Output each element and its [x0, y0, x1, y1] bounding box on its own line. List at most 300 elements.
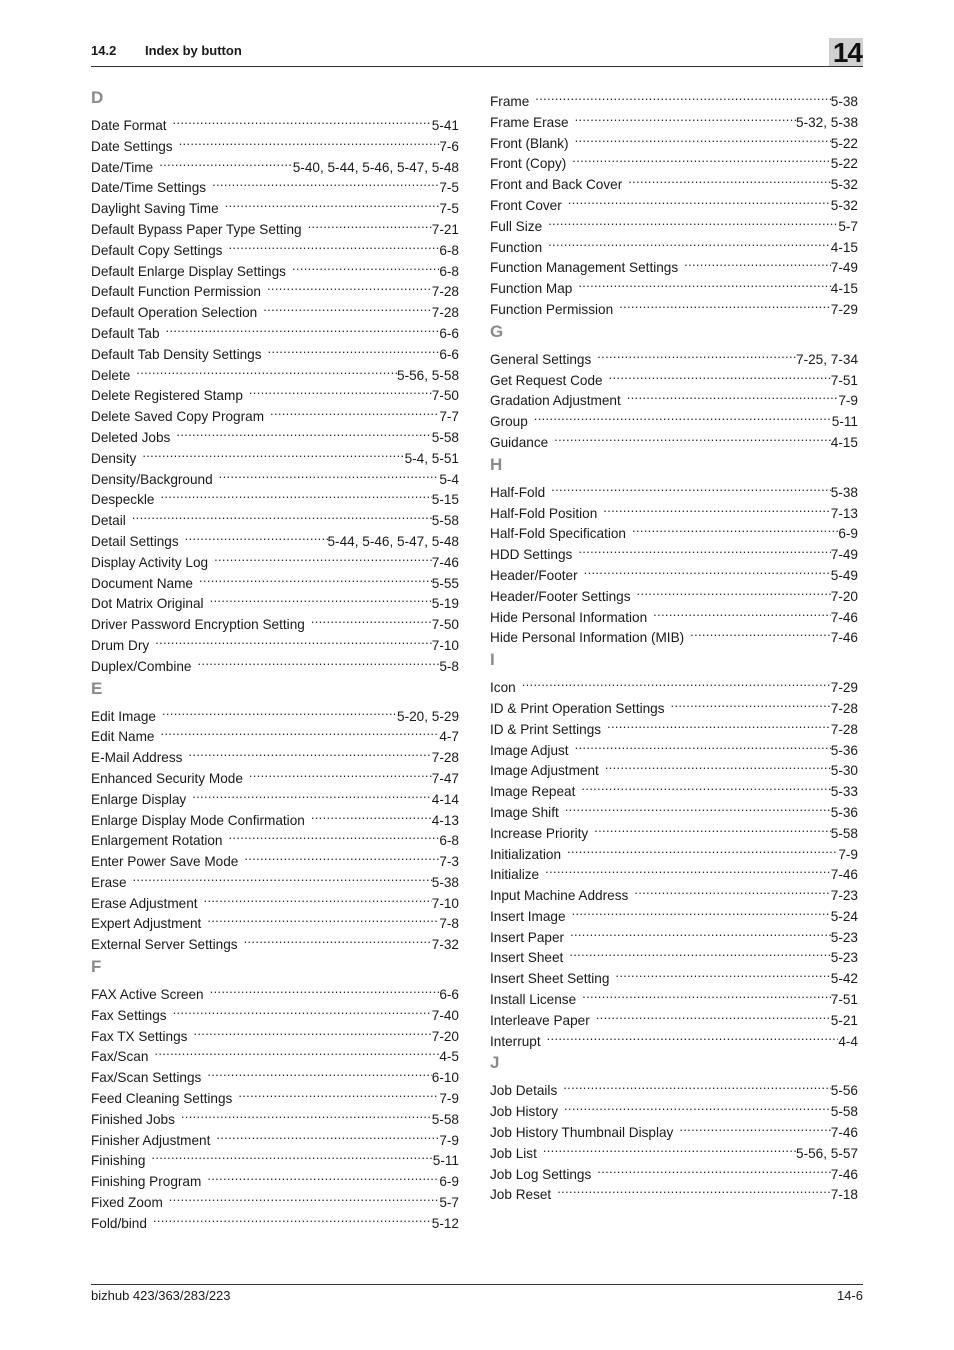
- entry-term: Date Format: [91, 118, 167, 133]
- index-entry: [91, 979, 459, 1003]
- entry-term: Front and Back Cover: [490, 177, 623, 193]
- entry-term: Finished Jobs: [91, 1111, 175, 1127]
- dot-leader: [198, 651, 440, 671]
- entry-page-ref: 7-9: [838, 846, 858, 862]
- entry-term: Group: [490, 414, 528, 430]
- dot-leader: [162, 701, 397, 721]
- dot-leader: [572, 148, 830, 168]
- entry-page-ref: 5-11: [831, 414, 858, 430]
- entry-page-ref: 7-46: [830, 609, 858, 625]
- dot-leader: [684, 252, 831, 272]
- entry-page-ref: 5-4: [439, 471, 459, 487]
- dot-leader: [238, 1083, 439, 1103]
- entry-page-ref: 7-5: [439, 201, 459, 217]
- entry-term: Date/Time Settings: [91, 180, 207, 196]
- section-letter: I: [490, 650, 495, 670]
- entry-page-ref: 7-46: [830, 867, 858, 883]
- dot-leader: [176, 422, 431, 442]
- entry-page-ref: 5-36: [830, 742, 858, 758]
- entry-term: Enlarge Display: [91, 791, 187, 807]
- section-number: 14.2: [91, 43, 117, 58]
- entry-term: Fold/bind: [91, 1215, 147, 1231]
- entry-term: Fixed Zoom: [91, 1195, 163, 1211]
- entry-term: Front Cover: [490, 197, 562, 213]
- dot-leader: [311, 805, 432, 825]
- entry-term: Half-Fold: [490, 484, 546, 500]
- index-entry: [91, 888, 459, 909]
- entry-page-ref: 5-24: [830, 908, 858, 924]
- entry-page-ref: 5-8: [439, 658, 459, 674]
- dot-leader: [554, 427, 831, 447]
- entry-page-ref: 5-38: [431, 874, 459, 890]
- entry-term: ID & Print Operation Settings: [490, 700, 665, 716]
- dot-leader: [185, 526, 328, 546]
- entry-page-ref: 6-8: [439, 242, 459, 258]
- entry-page-ref: 7-50: [431, 617, 459, 633]
- dot-leader: [244, 846, 439, 866]
- entry-term: Input Machine Address: [490, 888, 629, 904]
- dot-leader: [154, 1041, 439, 1061]
- entry-term: Finisher Adjustment: [91, 1132, 211, 1148]
- dot-leader: [563, 1075, 831, 1095]
- entry-page-ref: 5-23: [830, 929, 858, 945]
- dot-leader: [615, 963, 830, 983]
- entry-page-ref: 6-6: [439, 346, 459, 362]
- entry-term: Function Map: [490, 281, 573, 297]
- dot-leader: [132, 505, 432, 525]
- dot-leader: [210, 588, 432, 608]
- entry-page-ref: 7-7: [439, 409, 459, 425]
- entry-page-ref: 6-6: [439, 987, 459, 1003]
- entry-term: Document Name: [91, 575, 193, 591]
- entry-page-ref: 5-22: [830, 135, 858, 151]
- entry-page-ref: 5-11: [432, 1153, 459, 1169]
- entry-page-ref: 7-49: [830, 547, 858, 563]
- entry-page-ref: 7-9: [439, 1091, 459, 1107]
- entry-page-ref: 7-46: [830, 1166, 858, 1182]
- entry-term: Default Enlarge Display Settings: [91, 263, 286, 279]
- dot-leader: [142, 443, 404, 463]
- entry-term: Job Reset: [490, 1187, 552, 1203]
- entry-page-ref: 7-21: [431, 221, 459, 237]
- chapter-number: 14: [832, 37, 862, 68]
- entry-term: Enlarge Display Mode Confirmation: [91, 812, 305, 828]
- entry-page-ref: 7-28: [431, 750, 459, 766]
- section-title: Index by button: [145, 43, 242, 58]
- entry-term: FAX Active Screen: [91, 987, 204, 1003]
- index-entry: [91, 443, 459, 464]
- entry-term: Density/Background: [91, 471, 213, 487]
- entry-page-ref: 7-32: [431, 937, 459, 953]
- entry-term: Half-Fold Specification: [490, 526, 626, 542]
- page-header: [91, 40, 863, 67]
- entry-term: Half-Fold Position: [490, 505, 598, 521]
- dot-leader: [548, 232, 831, 252]
- entry-term: Function Permission: [490, 301, 614, 317]
- entry-page-ref: 5-58: [431, 513, 459, 529]
- index-section: [91, 677, 459, 951]
- dot-leader: [582, 984, 831, 1004]
- entry-term: Insert Paper: [490, 929, 565, 945]
- entry-page-ref: 5-12: [431, 1215, 459, 1231]
- entry-term: Date/Time: [91, 159, 154, 175]
- entry-page-ref: 5-20, 5-29: [397, 708, 459, 724]
- entry-term: Header/Footer Settings: [490, 588, 631, 604]
- dot-leader: [249, 763, 432, 783]
- entry-page-ref: 4-4: [838, 1033, 858, 1049]
- entry-page-ref: 5-56, 5-58: [397, 367, 459, 383]
- entry-term: Default Copy Settings: [91, 242, 223, 258]
- entry-term: Image Shift: [490, 804, 559, 820]
- entry-page-ref: 5-22: [830, 156, 858, 172]
- entry-term: Delete Registered Stamp: [91, 388, 243, 404]
- dot-leader: [545, 859, 831, 879]
- dot-leader: [151, 1145, 432, 1165]
- index-entry: [490, 427, 858, 448]
- entry-term: Delete Saved Copy Program: [91, 409, 265, 425]
- entry-term: Default Bypass Paper Type Setting: [91, 221, 302, 237]
- entry-term: Erase: [91, 874, 127, 890]
- entry-term: Expert Adjustment: [91, 916, 202, 932]
- dot-leader: [572, 901, 831, 921]
- dot-leader: [597, 1159, 831, 1179]
- entry-page-ref: 7-23: [830, 888, 858, 904]
- dot-leader: [534, 406, 832, 426]
- entry-term: Display Activity Log: [91, 554, 209, 570]
- entry-page-ref: 7-13: [830, 505, 858, 521]
- entry-term: Deleted Jobs: [91, 429, 171, 445]
- dot-leader: [543, 1138, 796, 1158]
- dot-leader: [228, 825, 439, 845]
- entry-page-ref: 5-41: [431, 118, 459, 133]
- entry-page-ref: 5-42: [830, 971, 858, 987]
- index-section: [490, 1051, 858, 1203]
- index-entry: [490, 344, 858, 365]
- index-entry: [91, 701, 459, 722]
- index-entry: [91, 526, 459, 547]
- dot-leader: [578, 539, 830, 559]
- entry-page-ref: 5-40, 5-44, 5-46, 5-47, 5-48: [292, 159, 459, 175]
- entry-term: Default Tab Density Settings: [91, 346, 262, 362]
- entry-term: Despeckle: [91, 492, 155, 508]
- entry-term: Frame Erase: [490, 114, 569, 130]
- entry-page-ref: 7-20: [830, 588, 858, 604]
- entry-term: Fax TX Settings: [91, 1028, 188, 1044]
- entry-page-ref: 7-9: [439, 1132, 459, 1148]
- index-entry: [91, 464, 459, 485]
- dot-leader: [603, 498, 830, 518]
- entry-term: Guidance: [490, 434, 549, 450]
- dot-leader: [249, 380, 432, 400]
- entry-page-ref: 4-15: [830, 281, 858, 297]
- dot-leader: [569, 942, 830, 962]
- entry-page-ref: 7-8: [439, 916, 459, 932]
- dot-leader: [575, 107, 796, 127]
- section-letter: G: [490, 321, 504, 341]
- dot-leader: [166, 318, 440, 338]
- entry-term: Erase Adjustment: [91, 895, 198, 911]
- dot-leader: [188, 742, 431, 762]
- section-letter: H: [490, 454, 503, 474]
- dot-leader: [535, 86, 831, 106]
- entry-term: Image Repeat: [490, 784, 576, 800]
- footer-model: bizhub 423/363/283/223: [91, 1288, 231, 1303]
- dot-leader: [627, 385, 839, 405]
- index-entry: [490, 107, 858, 128]
- entry-page-ref: 5-58: [431, 1111, 459, 1127]
- dot-leader: [207, 1062, 431, 1082]
- dot-leader: [609, 365, 831, 385]
- entry-page-ref: 5-30: [830, 763, 858, 779]
- dot-leader: [575, 735, 831, 755]
- dot-leader: [581, 776, 830, 796]
- dot-leader: [634, 880, 830, 900]
- dot-leader: [244, 929, 432, 949]
- entry-term: E-Mail Address: [91, 750, 183, 766]
- dot-leader: [199, 568, 432, 588]
- index-entry: [490, 693, 858, 714]
- page-footer: [91, 1284, 863, 1303]
- entry-page-ref: 5-4, 5-51: [404, 450, 459, 466]
- entry-term: Finishing: [91, 1153, 146, 1169]
- entry-term: Image Adjust: [490, 742, 569, 758]
- entry-term: Insert Sheet: [490, 950, 564, 966]
- entry-term: External Server Settings: [91, 937, 238, 953]
- entry-page-ref: 5-38: [830, 94, 858, 109]
- entry-term: Fax Settings: [91, 1007, 167, 1023]
- entry-page-ref: 5-49: [830, 567, 858, 583]
- entry-term: Duplex/Combine: [91, 658, 192, 674]
- entry-page-ref: 7-3: [439, 854, 459, 870]
- chapter-tab: [829, 38, 863, 66]
- dot-leader: [565, 797, 831, 817]
- entry-page-ref: 7-49: [830, 260, 858, 276]
- dot-leader: [153, 1208, 432, 1228]
- entry-page-ref: 7-51: [830, 992, 858, 1008]
- dot-leader: [594, 818, 831, 838]
- index-entry: [91, 110, 459, 131]
- entry-page-ref: 7-28: [431, 284, 459, 300]
- index-entry: [490, 880, 858, 904]
- entry-term: Feed Cleaning Settings: [91, 1091, 233, 1107]
- entry-page-ref: 6-8: [439, 833, 459, 849]
- entry-page-ref: 4-15: [830, 434, 858, 450]
- index-entry: [490, 1138, 858, 1159]
- dot-leader: [207, 908, 439, 928]
- entry-page-ref: 5-21: [830, 1012, 858, 1028]
- index-section: [91, 955, 459, 1229]
- index-section: [490, 453, 858, 646]
- entry-page-ref: 7-28: [830, 700, 858, 716]
- entry-page-ref: 5-38: [830, 484, 858, 500]
- dot-leader: [679, 1117, 830, 1137]
- index-column-right: [490, 86, 858, 1203]
- dot-leader: [268, 339, 440, 359]
- dot-leader: [653, 602, 831, 622]
- index-section: [490, 648, 858, 1049]
- entry-page-ref: 5-7: [439, 1195, 459, 1211]
- dot-leader: [575, 128, 831, 148]
- footer-page-number: 14-6: [836, 1288, 863, 1303]
- entry-page-ref: 5-44, 5-46, 5-47, 5-48: [327, 533, 459, 549]
- entry-page-ref: 5-32: [830, 177, 858, 193]
- index-entry: [490, 859, 858, 883]
- index-entry: [91, 380, 459, 404]
- dot-leader: [160, 721, 439, 741]
- dot-leader: [219, 464, 440, 484]
- entry-term: Density: [91, 450, 137, 466]
- index-section: [490, 320, 858, 448]
- entry-page-ref: 7-51: [830, 372, 858, 388]
- dot-leader: [181, 1104, 432, 1124]
- dot-leader: [292, 256, 439, 276]
- entry-page-ref: 7-29: [830, 301, 858, 317]
- entry-term: Driver Password Encryption Setting: [91, 617, 305, 633]
- dot-leader: [173, 110, 432, 130]
- entry-term: Get Request Code: [490, 372, 603, 388]
- index-entry: [490, 477, 858, 498]
- section-letter: E: [91, 678, 103, 698]
- entry-page-ref: 6-6: [439, 325, 459, 341]
- entry-term: Default Operation Selection: [91, 305, 258, 321]
- dot-leader: [522, 672, 831, 692]
- entry-page-ref: 7-46: [830, 630, 858, 646]
- section-letter: J: [490, 1053, 500, 1073]
- entry-term: Header/Footer: [490, 567, 578, 583]
- entry-page-ref: 5-58: [431, 429, 459, 445]
- entry-term: Enter Power Save Mode: [91, 854, 239, 870]
- entry-page-ref: 4-13: [431, 812, 459, 828]
- entry-term: Frame: [490, 94, 530, 109]
- entry-term: Full Size: [490, 218, 543, 234]
- entry-term: Drum Dry: [91, 637, 150, 653]
- entry-term: Interleave Paper: [490, 1012, 590, 1028]
- entry-term: Job Details: [490, 1083, 558, 1099]
- index-section: [490, 86, 858, 315]
- entry-term: Daylight Saving Time: [91, 201, 219, 217]
- dot-leader: [578, 273, 830, 293]
- entry-page-ref: 4-15: [830, 239, 858, 255]
- entry-page-ref: 5-32, 5-38: [796, 114, 858, 130]
- entry-page-ref: 7-50: [431, 388, 459, 404]
- entry-term: Job Log Settings: [490, 1166, 592, 1182]
- dot-leader: [567, 839, 838, 859]
- entry-page-ref: 6-8: [439, 263, 459, 279]
- index-entry: [91, 867, 459, 888]
- entry-page-ref: 7-10: [431, 637, 459, 653]
- dot-leader: [225, 193, 440, 213]
- entry-term: Job History: [490, 1104, 558, 1120]
- dot-leader: [192, 784, 432, 804]
- dot-leader: [169, 1187, 440, 1207]
- entry-page-ref: 7-5: [439, 180, 459, 196]
- entry-page-ref: 7-28: [431, 305, 459, 321]
- index-entry: [91, 360, 459, 381]
- dot-leader: [263, 297, 432, 317]
- index-section: [91, 86, 459, 672]
- entry-term: Insert Sheet Setting: [490, 971, 610, 987]
- dot-leader: [160, 484, 431, 504]
- entry-page-ref: 5-15: [431, 492, 459, 508]
- entry-page-ref: 7-6: [439, 138, 459, 154]
- entry-term: Finishing Program: [91, 1174, 202, 1190]
- dot-leader: [193, 1021, 431, 1041]
- entry-page-ref: 7-46: [830, 1125, 858, 1141]
- entry-page-ref: 5-7: [838, 218, 858, 234]
- dot-leader: [155, 630, 432, 650]
- index-entry: [490, 406, 858, 430]
- dot-leader: [214, 547, 432, 567]
- index-entry: [490, 1075, 858, 1099]
- dot-leader: [570, 922, 831, 942]
- index-entry: [490, 672, 858, 696]
- dot-leader: [136, 360, 397, 380]
- entry-page-ref: 5-58: [830, 825, 858, 841]
- index-entry: [490, 1159, 858, 1180]
- index-entry: [91, 505, 459, 529]
- entry-term: Job List: [490, 1145, 537, 1161]
- entry-term: Front (Copy): [490, 156, 567, 172]
- dot-leader: [637, 581, 831, 601]
- dot-leader: [267, 276, 432, 296]
- entry-term: Install License: [490, 992, 577, 1008]
- dot-leader: [671, 693, 831, 713]
- entry-term: Edit Image: [91, 708, 156, 724]
- section-letter: F: [91, 957, 102, 977]
- entry-term: Enlargement Rotation: [91, 833, 223, 849]
- index-column-left: [91, 86, 459, 1229]
- entry-term: Detail Settings: [91, 533, 179, 549]
- entry-term: Default Tab: [91, 325, 160, 341]
- entry-term: Function Management Settings: [490, 260, 679, 276]
- entry-term: Date Settings: [91, 138, 173, 154]
- dot-leader: [607, 714, 831, 734]
- dot-leader: [270, 401, 439, 421]
- entry-term: Image Adjustment: [490, 763, 599, 779]
- entry-term: Gradation Adjustment: [490, 393, 621, 409]
- entry-page-ref: 6-10: [431, 1070, 459, 1086]
- entry-term: Edit Name: [91, 729, 155, 745]
- dot-leader: [597, 344, 796, 364]
- dot-leader: [311, 609, 432, 629]
- entry-term: Dot Matrix Original: [91, 596, 204, 612]
- entry-page-ref: 5-36: [830, 804, 858, 820]
- dot-leader: [557, 1179, 831, 1199]
- entry-term: Increase Priority: [490, 825, 589, 841]
- entry-page-ref: 6-9: [838, 526, 858, 542]
- entry-term: Fax/Scan: [91, 1049, 149, 1065]
- dot-leader: [619, 294, 831, 314]
- dot-leader: [212, 172, 439, 192]
- entry-page-ref: 7-25, 7-34: [796, 351, 858, 367]
- entry-term: Insert Image: [490, 908, 566, 924]
- dot-leader: [133, 867, 432, 887]
- index-entry: [490, 86, 858, 107]
- entry-page-ref: 5-23: [830, 950, 858, 966]
- entry-page-ref: 5-56: [830, 1083, 858, 1099]
- dot-leader: [216, 1125, 439, 1145]
- entry-page-ref: 7-29: [830, 680, 858, 696]
- dot-leader: [628, 169, 831, 189]
- entry-page-ref: 7-18: [830, 1187, 858, 1203]
- dot-leader: [690, 622, 831, 642]
- entry-page-ref: 7-20: [431, 1028, 459, 1044]
- entry-page-ref: 7-10: [431, 895, 459, 911]
- entry-page-ref: 6-9: [439, 1174, 459, 1190]
- dot-leader: [605, 755, 831, 775]
- dot-leader: [632, 518, 838, 538]
- dot-leader: [548, 211, 838, 231]
